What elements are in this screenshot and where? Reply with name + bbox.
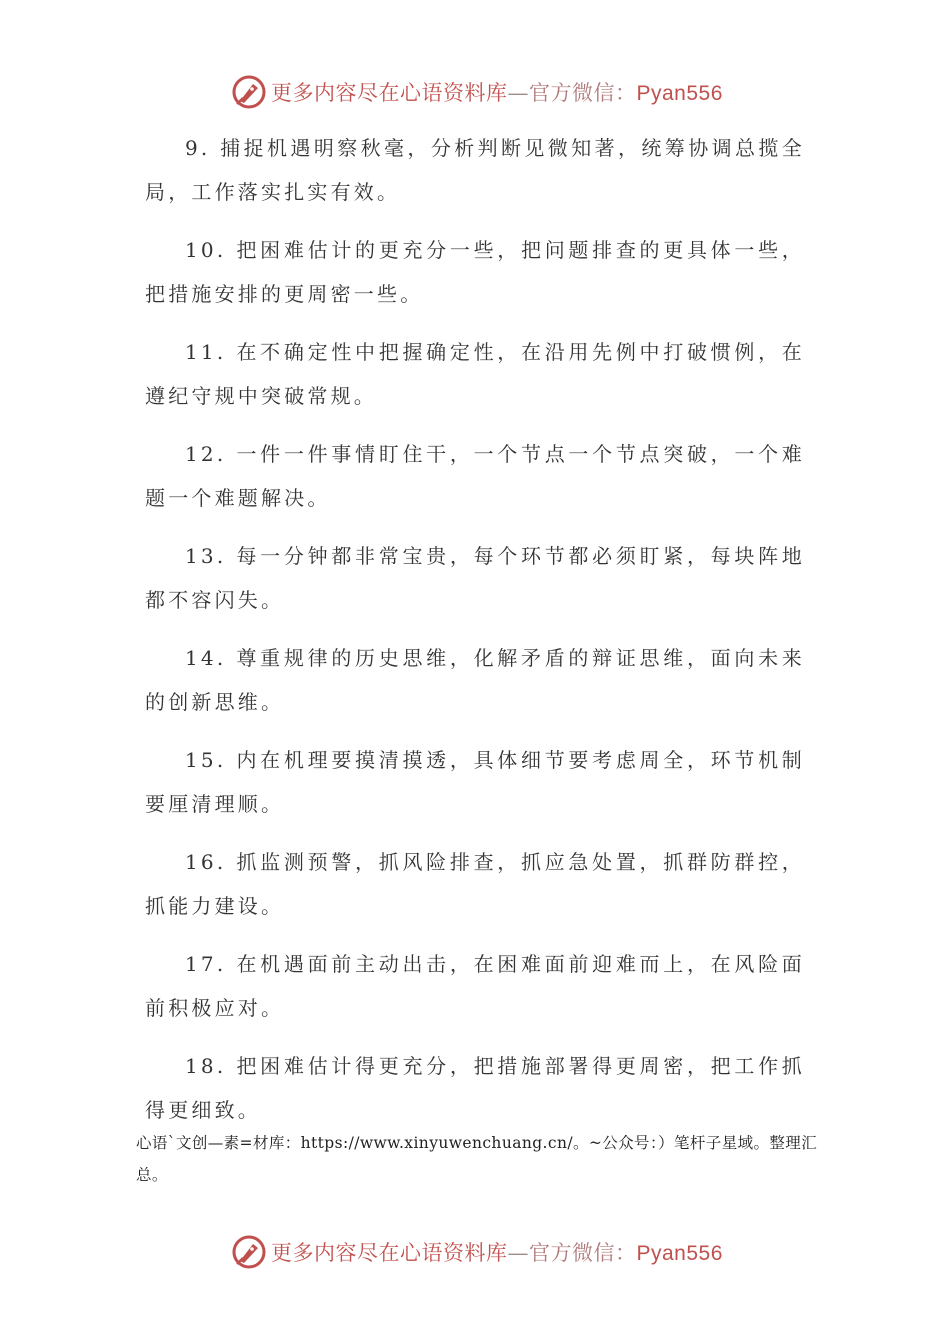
paragraph-16: 16. 抓监测预警，抓风险排查，抓应急处置，抓群防群控，抓能力建设。 <box>145 850 805 918</box>
wechat-id: Pyan556 <box>636 1242 723 1265</box>
banner-separator: — <box>507 81 529 105</box>
banner-separator: — <box>507 1241 529 1265</box>
paragraph-13: 13. 每一分钟都非常宝贵，每个环节都必须盯紧，每块阵地都不容闪失。 <box>145 544 805 612</box>
wechat-label: 官方微信： <box>529 1241 637 1265</box>
paragraph-10: 10. 把困难估计的更充分一些，把问题排查的更具体一些，把措施安排的更周密一些。 <box>145 238 805 306</box>
paragraph-12: 12. 一件一件事情盯住干，一个节点一个节点突破，一个难题一个难题解决。 <box>145 442 805 510</box>
footer-banner <box>0 1232 950 1272</box>
paragraph-18: 18. 把困难估计得更充分，把措施部署得更周密，把工作抓得更细致。 <box>145 1054 805 1122</box>
paragraph-11: 11. 在不确定性中把握确定性，在沿用先例中打破惯例，在遵纪守规中突破常规。 <box>145 340 805 408</box>
paragraph-14: 14. 尊重规律的历史思维，化解矛盾的辩证思维，面向未来的创新思维。 <box>145 646 805 714</box>
pen-nib-logo-icon <box>231 74 267 110</box>
wechat-label: 官方微信： <box>529 81 637 105</box>
pen-nib-logo-icon <box>231 1234 267 1270</box>
banner-title: 更多内容尽在心语资料库 <box>271 1241 508 1265</box>
paragraph-17: 17. 在机遇面前主动出击，在困难面前迎难而上，在风险面前积极应对。 <box>145 952 805 1020</box>
paragraph-15: 15. 内在机理要摸清摸透，具体细节要考虑周全，环节机制要厘清理顺。 <box>145 748 805 816</box>
wechat-id: Pyan556 <box>636 82 723 105</box>
document-body <box>145 126 805 1146</box>
source-note: 心语`文创—素=材库：https://www.xinyuwenchuang.cn/。~公众号：）笔杆子星域。整理汇总。 <box>136 1134 818 1184</box>
banner-title: 更多内容尽在心语资料库 <box>271 81 508 105</box>
header-banner <box>0 72 950 112</box>
paragraph-9: 9. 捕捉机遇明察秋毫，分析判断见微知著，统筹协调总揽全局，工作落实扎实有效。 <box>145 136 805 204</box>
